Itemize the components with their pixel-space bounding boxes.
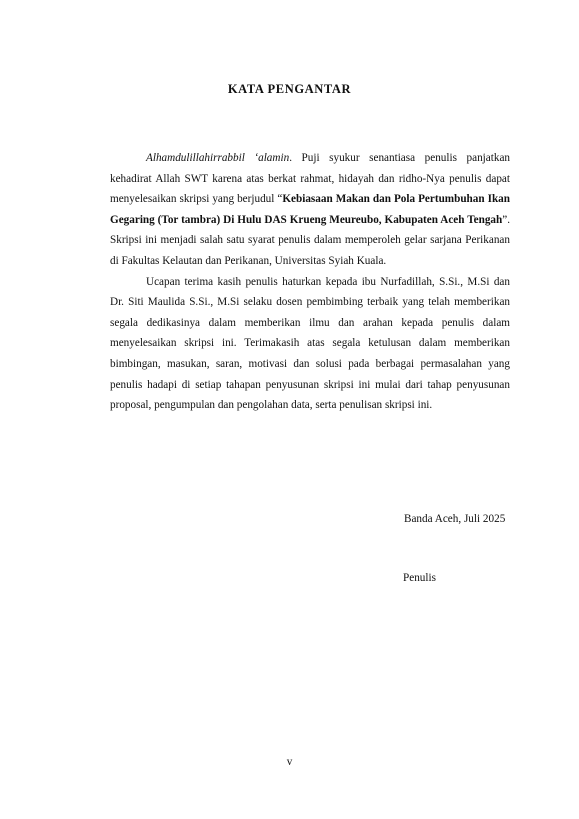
place-date: Banda Aceh, Juli 2025 <box>404 513 506 525</box>
thesis-title: Kebiasaan Makan dan Pola Pertumbuhan Ikan Gegaring (Tor tambra) Di Hulu DAS Krueng Meureubo, Kabupaten Aceh Tengah <box>110 193 510 226</box>
page-title: KATA PENGANTAR <box>227 82 352 96</box>
author-label: Penulis <box>403 572 436 584</box>
document-body <box>110 148 510 416</box>
paragraph-opening-text-a: . Puji syukur senantiasa penulis panjatkan kehadirat Allah SWT karena atas berkat rahmat, hidayah dan ridho-Nya penulis dapat menyelesaikan skripsi yang berjudul “ <box>110 152 510 206</box>
opening-phrase: Alhamdulillahirrabbil ‘alamin <box>146 152 290 164</box>
page-number: v <box>286 756 293 768</box>
paragraph-acknowledgement: Ucapan terima kasih penulis haturkan kepada ibu Nurfadillah, S.Si., M.Si dan Dr. Siti Maulida S.Si., M.Si selaku dosen pembimbing terbaik yang telah memberikan segala dedikasinya dalam memberikan ilmu dan arahan kepada penulis dalam menyelesaikan skripsi ini. Terimakasih atas segala ketulusan dalam memberikan bimbingan, masukan, saran, motivasi dan solusi pada berbagai permasalahan yang penulis hadapi di setiap tahapan penyusunan skripsi ini mulai dari tahap penyusunan proposal, pengumpulan dan pengolahan data, serta penulisan skripsi ini. <box>110 275 510 412</box>
paragraph-opening <box>110 148 510 272</box>
paragraph-opening-text-b: ”. Skripsi ini menjadi salah satu syarat penulis dalam memperoleh gelar sarjana Perikanan di Fakultas Kelautan dan Perikanan, Universitas Syiah Kuala. <box>110 213 510 267</box>
